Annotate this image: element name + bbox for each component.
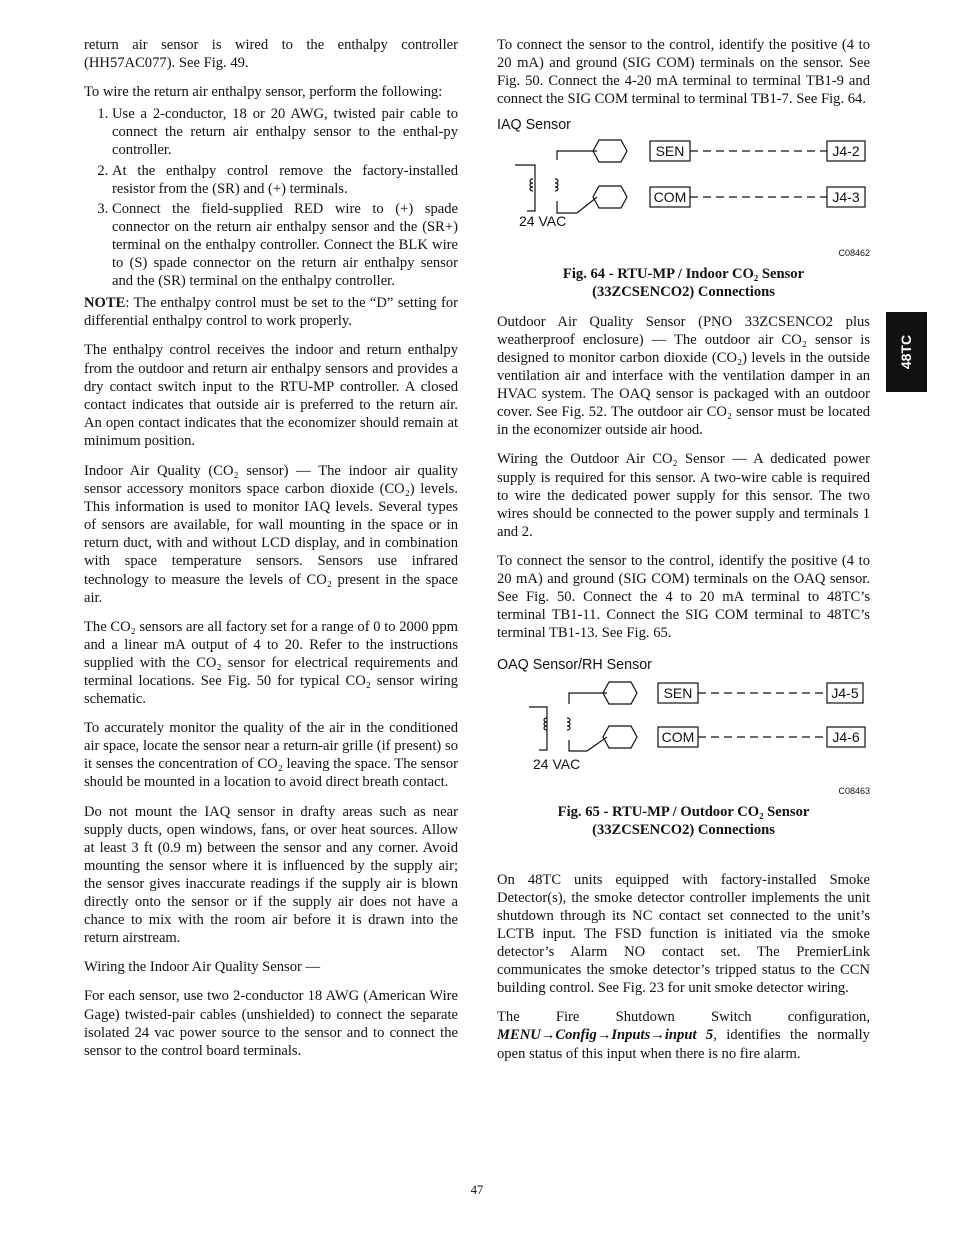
figure-title: OAQ Sensor/RH Sensor <box>497 657 652 674</box>
paragraph: return air sensor is wired to the enthalpy controller (HH57AC077). See Fig. 49. <box>84 37 458 72</box>
menu-path: MENU→Config→Inputs→input 5 <box>497 1027 714 1044</box>
sen-terminal-label: SEN <box>663 685 693 702</box>
com-terminal-label: COM <box>661 729 695 746</box>
wiring-diagram <box>497 134 870 244</box>
paragraph: To connect the sensor to the control, identify the positive (4 to 20 mA) and ground (SIG COM) terminals on the sensor. See Fig. 50. Connect the 4-20 mA terminal to terminal TB1-9 and connect the SIG COM terminal to terminal TB1-7. See Fig. 64. <box>497 37 870 108</box>
figure-64 <box>497 116 870 300</box>
caption-line: Fig. 64 - RTU-MP / Indoor CO₂ Sensor <box>562 265 805 282</box>
oaq-wiring-svg <box>497 674 870 782</box>
list-item: 3. Connect the field-supplied RED wire to (+) spade connector on the return air enthalpy sensor and the (SR+) terminal on the enthalpy controller. Connect the BLK wire to (S) spade connector on the return air enthalpy sensor and the (SR) terminal on the enthalpy controller. <box>112 200 458 290</box>
paragraph: Do not mount the IAQ sensor in drafty areas such as near supply ducts, open windows, fans, or over heat sources. Allow at least 3 ft (0.9 m) between the sensor and any corner. Avoid mounting the sensor where it is influenced by the supply air; the sensor gives inaccurate readings if the supply air is blown directly onto the sensor or if the supply air does not have a chance to mix with the room air before it is drawn into the return airstream. <box>84 803 458 947</box>
com-terminal-label: COM <box>653 189 687 206</box>
caption-line: (33ZCSENCO2) Connections <box>592 283 775 300</box>
paragraph: To accurately monitor the quality of the air in the conditioned air space, locate the sensor near a return-air grille (if present) so it senses the concentration of CO₂ leaving the space. The sensor should be mounted in a location to avoid direct breath contact. <box>84 720 458 791</box>
paragraph: The CO₂ sensors are all factory set for a range of 0 to 2000 ppm and a linear mA output of 4 to 20. Refer to the instructions supplied with the CO₂ sensor for electrical requirements and terminal locations. See Fig. 50 for typical CO₂ sensor wiring schematic. <box>84 618 458 708</box>
paragraph: On 48TC units equipped with factory-installed Smoke Detector(s), the smoke detector controller implements the unit shutdown through its NC contact set connected to the unit’s LCTB input. The FSD function is initiated via the smoke detector’s Alarm NO contact set. The PremierLink communicates the smoke detector’s tripped status to the CCN building control. See Fig. 23 for unit smoke detector wiring. <box>497 871 870 997</box>
j4-3-label: J4-3 <box>832 189 860 206</box>
paragraph: For each sensor, use two 2-conductor 18 AWG (American Wire Gage) twisted-pair cables (unshielded) to connect the separate isolated 24 vac power source to the sensor and to connect the sensor to the control board terminals. <box>84 988 458 1059</box>
paragraph: To connect the sensor to the control, identify the positive (4 to 20 mA) and ground (SIG COM) terminals on the OAQ sensor. See Fig. 50. Connect the 4 to 20 mA terminal to 48TC’s terminal TB1-11. Connect the SIG COM terminal to 48TC’s terminal TB1-13. See Fig. 65. <box>497 552 870 642</box>
paragraph: Wiring the Outdoor Air CO₂ Sensor — A dedicated power supply is required for this sensor. A two-wire cable is required to wire the dedicated power supply for this sensor. The two wires should be connected to the power supply and terminals 1 and 2. <box>497 451 870 540</box>
figure-caption <box>497 803 870 839</box>
paragraph <box>497 1008 870 1062</box>
vac-label: 24 VAC <box>533 756 581 773</box>
note-text: : The enthalpy control must be set to the “D” setting for differential enthalpy control to work properly. <box>84 295 458 330</box>
right-column <box>497 36 870 1074</box>
text-run: The Fire Shutdown Switch configuration, <box>497 1009 870 1026</box>
list-item: 2. At the enthalpy control remove the factory-installed resistor from the (SR) and (+) terminals. <box>112 162 458 198</box>
left-column <box>84 36 458 1071</box>
figure-code: C08462 <box>838 248 870 259</box>
paragraph: Indoor Air Quality (CO₂ sensor) — The indoor air quality sensor accessory monitors space carbon dioxide (CO₂) levels. This information is used to monitor IAQ levels. Several types of sensors are available, for wall mounting in the space or in return duct, with and without LCD display, and in combination with space temperature sensors. Sensors use infrared technology to measure the levels of CO₂ present in the space air. <box>84 462 458 606</box>
steps-list <box>84 105 458 290</box>
j4-5-label: J4-5 <box>831 685 859 702</box>
paragraph: To wire the return air enthalpy sensor, perform the following: <box>84 84 443 101</box>
note-label: NOTE <box>84 295 126 312</box>
iaq-wiring-svg <box>497 134 870 244</box>
list-item: 1. Use a 2-conductor, 18 or 20 AWG, twisted pair cable to connect the return air enthalpy sensor to the enthal-py controller. <box>112 105 458 159</box>
section-tab <box>886 312 927 392</box>
figure-title: IAQ Sensor <box>497 117 571 134</box>
paragraph: Outdoor Air Quality Sensor (PNO 33ZCSENCO2 plus weatherproof enclosure) — The outdoor air CO₂ sensor is designed to monitor carbon dioxide (CO₂) levels in the outside ventilation air and interface with the ventilation damper in an HVAC system. The OAQ sensor is packaged with an outdoor cover. See Fig. 52. The outdoor air CO₂ sensor must be located in the economizer outside air hood. <box>497 313 870 439</box>
wiring-diagram <box>497 674 870 782</box>
sen-terminal-label: SEN <box>655 143 685 160</box>
paragraph: The enthalpy control receives the indoor and return enthalpy from the outdoor and return air enthalpy sensors and provides a dry contact switch input to the RTU-MP controller. A closed contact indicates that outside air is preferred to the return air. An open contact indicates that the economizer should remain at minimum position. <box>84 342 458 449</box>
caption-line: Fig. 65 - RTU-MP / Outdoor CO₂ Sensor <box>557 803 810 820</box>
figure-code: C08463 <box>838 786 870 797</box>
caption-line: (33ZCSENCO2) Connections <box>592 821 775 838</box>
vac-label: 24 VAC <box>519 213 567 230</box>
figure-65 <box>497 656 870 838</box>
section-tab-label: 48TC <box>898 334 915 370</box>
note <box>84 294 458 330</box>
page-number: 47 <box>470 1183 484 1197</box>
j4-2-label: J4-2 <box>832 143 860 160</box>
text-run: , identifies the normally open status of this input when there is no fire alarm. <box>497 1027 870 1062</box>
figure-caption <box>497 265 870 301</box>
j4-6-label: J4-6 <box>832 729 860 746</box>
paragraph: Wiring the Indoor Air Quality Sensor — <box>84 959 321 976</box>
